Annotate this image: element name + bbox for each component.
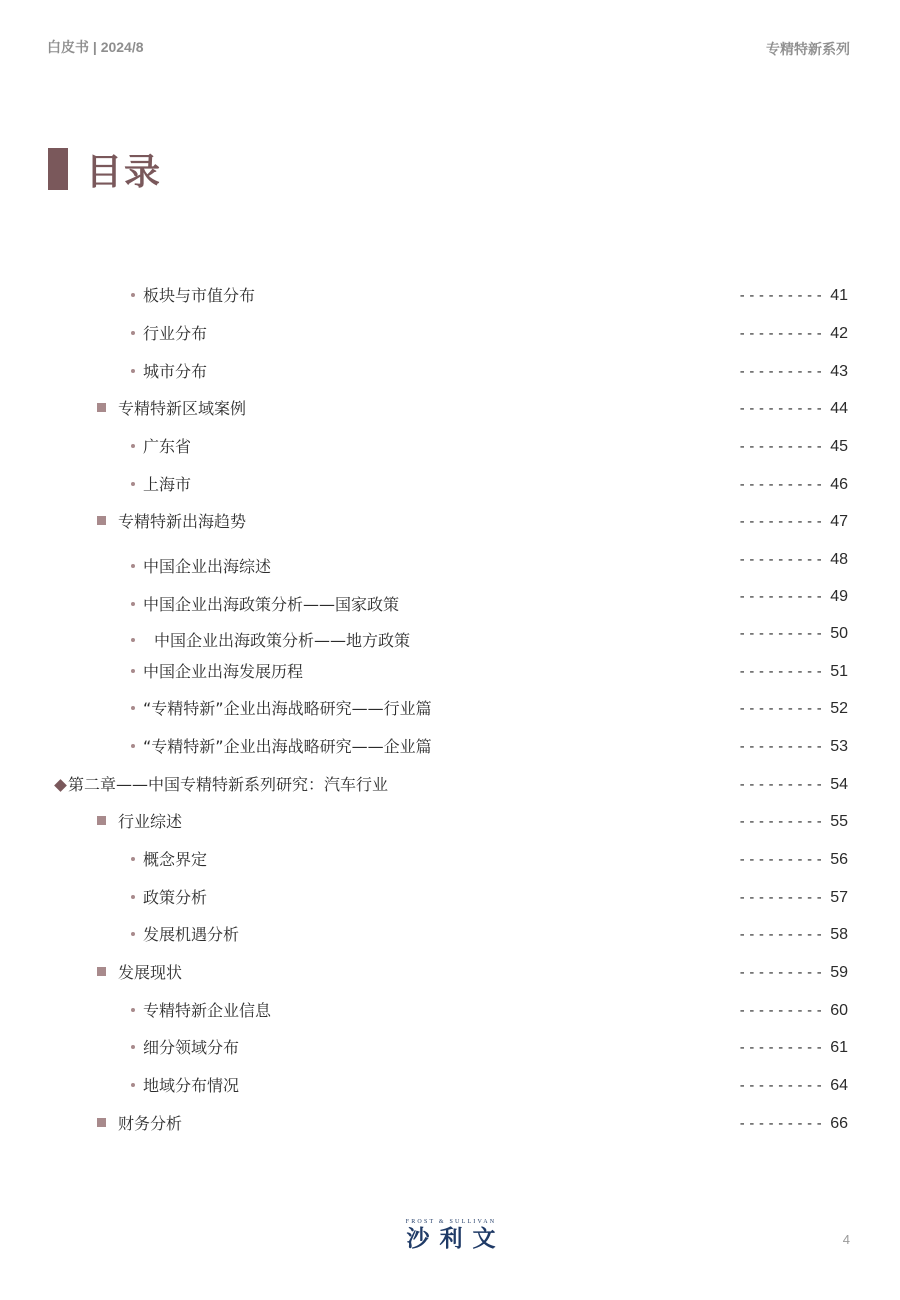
toc-entry-page: 50 [830, 625, 848, 642]
toc-leader-dashes: --------- [738, 439, 825, 455]
toc-leader-dashes: --------- [738, 701, 825, 717]
toc-entry[interactable] [0, 588, 900, 617]
toc-leader-dashes: --------- [738, 401, 825, 417]
toc-leader-dashes: --------- [738, 739, 825, 755]
toc-leader-dashes: --------- [738, 1040, 825, 1056]
toc-entry[interactable] [0, 886, 900, 910]
toc-entry-page: 61 [830, 1039, 848, 1056]
toc-leader-dashes: --------- [738, 814, 825, 830]
toc-entry-label: 专精特新出海趋势 [118, 512, 247, 531]
toc-entry-page: 46 [830, 476, 848, 493]
toc-entry-page: 55 [830, 813, 848, 830]
dot-bullet-icon [131, 932, 135, 936]
toc-leader-dashes: --------- [738, 852, 825, 868]
toc-entry-label: 中国企业出海发展历程 [143, 662, 304, 681]
toc-entry[interactable] [0, 697, 900, 721]
toc-entry-page: 42 [830, 325, 848, 342]
dot-bullet-icon [131, 564, 135, 568]
dot-bullet-icon [131, 1008, 135, 1012]
toc-entry[interactable] [0, 435, 900, 459]
dot-bullet-icon [131, 669, 135, 673]
toc-leader-dashes: --------- [738, 364, 825, 380]
toc-entry[interactable] [0, 360, 900, 384]
square-bullet-icon [97, 967, 106, 976]
toc-title-block [48, 146, 162, 192]
dot-bullet-icon [131, 744, 135, 748]
toc-leader-dashes: --------- [738, 927, 825, 943]
toc-entry-page: 59 [830, 964, 848, 981]
toc-leader-dashes: --------- [738, 1116, 825, 1132]
toc-entry-label: 中国企业出海政策分析——国家政策 [143, 595, 400, 614]
toc-entry[interactable] [0, 510, 900, 534]
toc-entry-label: 广东省 [143, 437, 192, 456]
dot-bullet-icon [131, 706, 135, 710]
toc-entry-label: 专精特新区域案例 [118, 399, 247, 418]
toc-entry-page: 57 [830, 889, 848, 906]
toc-entry-label: “专精特新”企业出海战略研究——企业篇 [143, 737, 432, 756]
toc-entry-page: 41 [830, 287, 848, 304]
toc-entry-page: 64 [830, 1077, 848, 1094]
toc-leader-dashes: --------- [738, 589, 825, 605]
dot-bullet-icon [131, 1045, 135, 1049]
toc-leader-dashes: --------- [738, 965, 825, 981]
toc-entry[interactable] [0, 810, 900, 834]
toc-entry-label: 发展机遇分析 [143, 925, 240, 944]
toc-entry-page: 43 [830, 363, 848, 380]
dot-bullet-icon [131, 482, 135, 486]
toc-entry[interactable] [0, 625, 900, 653]
toc-entry-label: “专精特新”企业出海战略研究——行业篇 [143, 699, 432, 718]
toc-leader-dashes: --------- [738, 514, 825, 530]
dot-bullet-icon [131, 1083, 135, 1087]
toc-entry-label: 上海市 [143, 475, 192, 494]
toc-entry-page: 48 [830, 551, 848, 568]
toc-entry-label: 地域分布情况 [143, 1076, 240, 1095]
toc-entry-label: 中国企业出海政策分析——地方政策 [154, 631, 411, 650]
toc-leader-dashes: --------- [738, 552, 825, 568]
toc-entry[interactable] [0, 1074, 900, 1098]
dot-bullet-icon [131, 638, 135, 642]
toc-entry[interactable] [0, 322, 900, 346]
toc-entry-page: 49 [830, 588, 848, 605]
toc-entry-page: 44 [830, 400, 848, 417]
toc-entry-page: 47 [830, 513, 848, 530]
dot-bullet-icon [131, 857, 135, 861]
toc-entry[interactable] [0, 1036, 900, 1060]
toc-entry-label: 专精特新企业信息 [143, 1001, 272, 1020]
toc-entry-label: 发展现状 [118, 963, 183, 982]
title-accent-bar [48, 148, 68, 190]
toc-entry[interactable] [0, 848, 900, 872]
toc-entry-label: 细分领域分布 [143, 1038, 240, 1057]
toc-entry[interactable] [0, 999, 900, 1023]
toc-entry[interactable] [0, 923, 900, 947]
toc-entry[interactable] [0, 397, 900, 421]
dot-bullet-icon [131, 602, 135, 606]
toc-entry-label: 板块与市值分布 [143, 286, 256, 305]
diamond-bullet-icon [54, 779, 67, 792]
toc-entry[interactable] [0, 773, 900, 797]
toc-entry[interactable] [0, 660, 900, 684]
toc-entry-label: 财务分析 [118, 1114, 183, 1133]
toc-entry-label: 行业综述 [118, 812, 183, 831]
dot-bullet-icon [131, 293, 135, 297]
toc-entry[interactable] [0, 284, 900, 308]
toc-entry-label: 中国企业出海综述 [143, 557, 272, 576]
toc-leader-dashes: --------- [738, 477, 825, 493]
square-bullet-icon [97, 1118, 106, 1127]
toc-entry-page: 51 [830, 663, 848, 680]
toc-entry[interactable] [0, 735, 900, 759]
toc-entry-label: 城市分布 [143, 362, 208, 381]
toc-entry-page: 66 [830, 1115, 848, 1132]
header-series: 专精特新系列 [766, 42, 850, 58]
toc-entry-page: 45 [830, 438, 848, 455]
toc-entry-page: 52 [830, 700, 848, 717]
toc-entry-label: 第二章——中国专精特新系列研究：汽车行业 [68, 775, 389, 794]
toc-entry-page: 54 [830, 776, 848, 793]
toc-entry-label: 行业分布 [143, 324, 208, 343]
toc-leader-dashes: --------- [738, 777, 825, 793]
dot-bullet-icon [131, 369, 135, 373]
square-bullet-icon [97, 816, 106, 825]
toc-leader-dashes: --------- [738, 664, 825, 680]
toc-leader-dashes: --------- [738, 1078, 825, 1094]
toc-entry[interactable] [0, 961, 900, 985]
toc-entry[interactable] [0, 473, 900, 497]
toc-entry[interactable] [0, 1112, 900, 1136]
square-bullet-icon [97, 403, 106, 412]
dot-bullet-icon [131, 444, 135, 448]
toc-leader-dashes: --------- [738, 890, 825, 906]
logo-chinese: 沙利文 [406, 1226, 506, 1252]
header-date: 白皮书 | 2024/8 [47, 39, 144, 55]
dot-bullet-icon [131, 331, 135, 335]
toc-entry-page: 58 [830, 926, 848, 943]
sullivan-logo [388, 1218, 514, 1252]
toc-leader-dashes: --------- [738, 1003, 825, 1019]
page-title: 目录 [86, 151, 163, 193]
toc-entry-page: 60 [830, 1002, 848, 1019]
logo-english: FROST & SULLIVAN [405, 1219, 497, 1225]
toc-leader-dashes: --------- [738, 288, 825, 304]
dot-bullet-icon [131, 895, 135, 899]
toc-entry-page: 56 [830, 851, 848, 868]
toc-entry-label: 概念界定 [143, 850, 208, 869]
toc-entry-page: 53 [830, 738, 848, 755]
toc-leader-dashes: --------- [738, 326, 825, 342]
toc-leader-dashes: --------- [738, 626, 825, 642]
square-bullet-icon [97, 516, 106, 525]
toc-entry[interactable] [0, 551, 900, 579]
toc-entry-label: 政策分析 [143, 888, 208, 907]
page-number: 4 [842, 1232, 850, 1247]
